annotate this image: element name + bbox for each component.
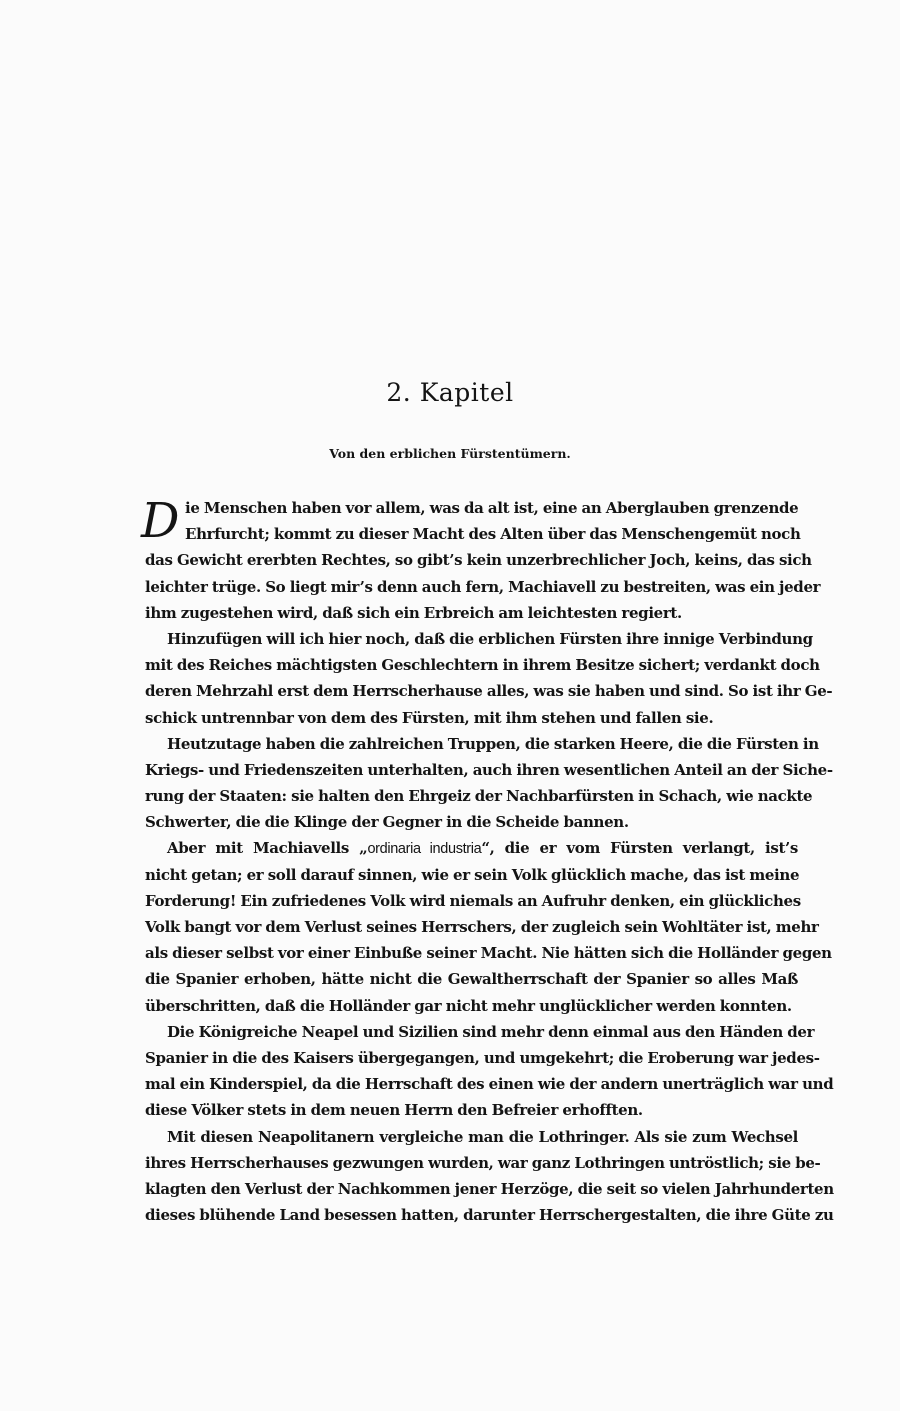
text-line: das Gewicht ererbten Rechtes, so gibt’s kein unzerbrechlicher Joch, keins, das sich [145,551,812,570]
drop-cap: D [141,493,180,549]
text-line: Aber mit Machiavells „ordinaria industria“, die er vom Fürsten verlangt, ist’s [167,839,798,858]
text-line: die Spanier erhoben, hätte nicht die Gewaltherrschaft der Spanier so alles Maß [145,970,798,989]
text-line: Volk bangt vor dem Verlust seines Herrschers, der zugleich sein Wohltäter ist, mehr [145,918,819,936]
text-line: mit des Reiches mächtigsten Geschlechtern in ihrem Besitze sichert; verdankt doch [145,656,820,675]
text-line: deren Mehrzahl erst dem Herrscherhause alles, was sie haben und sind. So ist ihr Ge- [145,682,833,701]
chapter-subtitle: Von den erblichen Fürstentümern. [329,446,571,461]
text-line: klagten den Verlust der Nachkommen jener Herzöge, die seit so vielen Jahrhunderten [145,1179,834,1198]
latin-phrase: ordinaria industria [367,841,482,858]
text-line: rung der Staaten: sie halten den Ehrgeiz der Nachbarfürsten in Schach, wie nackte [145,787,813,806]
text-line: nicht getan; er soll darauf sinnen, wie er sein Volk glücklich mache, das ist meine [145,865,800,884]
text-line: Hinzufügen will ich hier noch, daß die erblichen Fürsten ihre innige Verbindung [167,629,813,648]
body-text [141,493,834,1228]
text-line: Spanier in die des Kaisers übergegangen, und umgekehrt; die Eroberung war jedes- [145,1048,820,1067]
text-line: Heutzutage haben die zahlreichen Truppen, die starken Heere, die die Fürsten in [167,734,819,753]
text-line: Die Königreiche Neapel und Sizilien sind mehr denn einmal aus den Händen der [167,1022,815,1041]
text-line: Kriegs- und Friedenszeiten unterhalten, auch ihren wesentlichen Anteil an der Siche- [145,760,833,779]
text-line: Schwerter, die die Klinge der Gegner in die Scheide bannen. [145,813,629,832]
chapter-title: 2. Kapitel [386,378,514,407]
text-line: ihres Herrscherhauses gezwungen wurden, war ganz Lothringen untröstlich; sie be- [145,1153,821,1172]
text-line: ie Menschen haben vor allem, was da alt ist, eine an Aberglauben grenzende [185,499,799,517]
text-line: mal ein Kinderspiel, da die Herrschaft des einen wie der andern unerträglich war und [145,1075,834,1094]
text-line: Ehrfurcht; kommt zu dieser Macht des Alten über das Menschengemüt noch [185,525,801,544]
text-line: ihm zugestehen wird, daß sich ein Erbreich am leichtesten regiert. [145,603,682,622]
text-line: überschritten, daß die Holländer gar nicht mehr unglücklicher werden konnten. [145,996,792,1015]
text-line: schick untrennbar von dem des Fürsten, mit ihm stehen und fallen sie. [145,708,714,727]
text-line: dieses blühende Land besessen hatten, darunter Herrschergestalten, die ihre Güte zu [145,1206,834,1225]
text-line: leichter trüge. So liegt mir’s denn auch fern, Machiavell zu bestreiten, was ein jeder [145,577,821,596]
text-line: Forderung! Ein zufriedenes Volk wird niemals an Aufruhr denken, ein glückliches [145,891,801,910]
text-line: Mit diesen Neapolitanern vergleiche man die Lothringer. Als sie zum Wechsel [167,1127,798,1146]
text-line: als dieser selbst vor einer Einbuße seiner Macht. Nie hätten sich die Holländer gegen [145,944,832,963]
text-line: diese Völker stets in dem neuen Herrn den Befreier erhofften. [145,1101,643,1120]
